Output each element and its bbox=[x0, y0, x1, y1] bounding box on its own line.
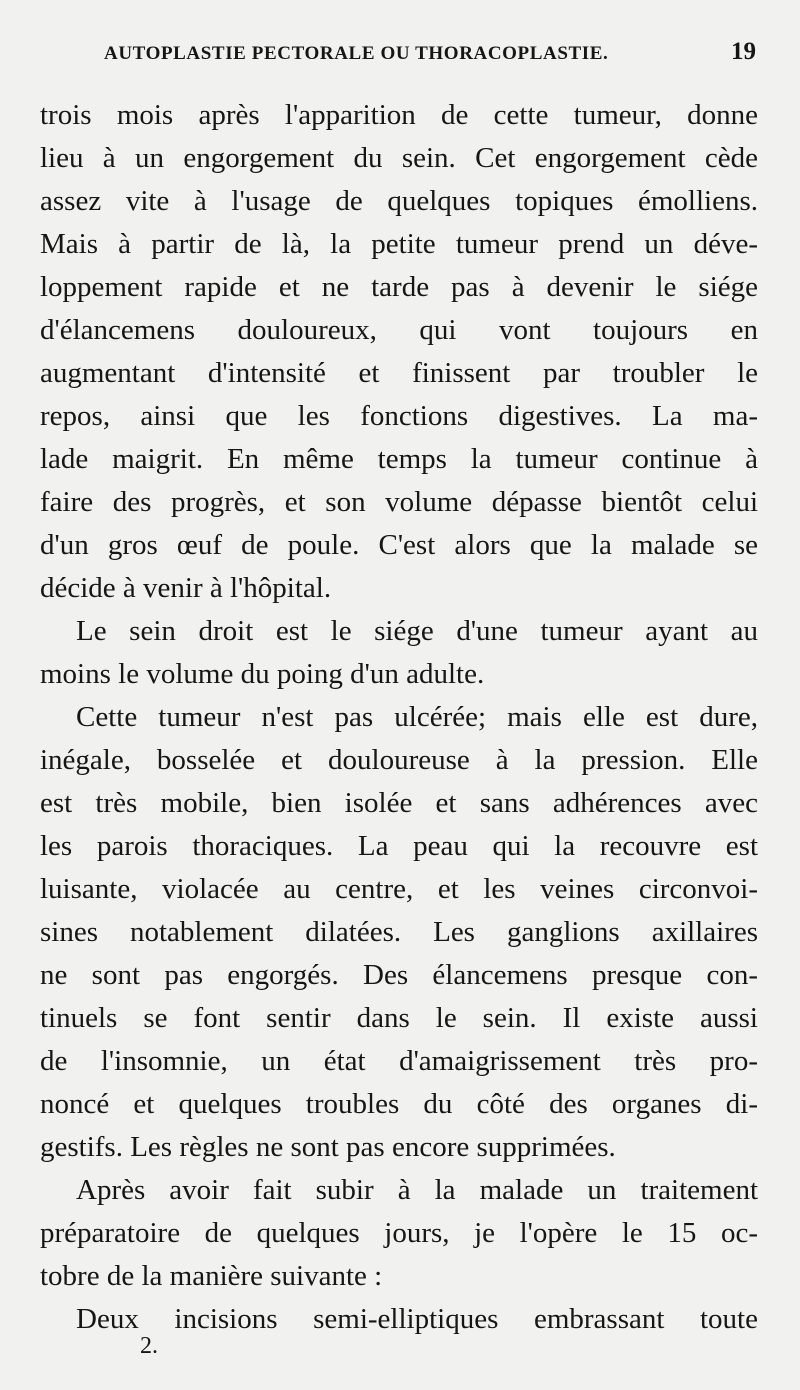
text-line: est très mobile, bien isolée et sans adhérences avec bbox=[40, 787, 758, 819]
text-line: Mais à partir de là, la petite tumeur prend un déve- bbox=[40, 228, 758, 260]
text-line: de l'insomnie, un état d'amaigrissement très pro- bbox=[40, 1045, 758, 1077]
text-line: noncé et quelques troubles du côté des organes di- bbox=[40, 1088, 758, 1120]
text-line: luisante, violacée au centre, et les veines circonvoi- bbox=[40, 873, 758, 905]
text-line: lieu à un engorgement du sein. Cet engorgement cède bbox=[40, 142, 758, 174]
text-line: ne sont pas engorgés. Des élancemens presque con- bbox=[40, 959, 758, 991]
signature-mark: 2. bbox=[140, 1333, 158, 1359]
text-line: trois mois après l'apparition de cette tumeur, donne bbox=[40, 99, 758, 131]
paragraph-start-line: Après avoir fait subir à la malade un traitement bbox=[76, 1174, 758, 1206]
text-line: loppement rapide et ne tarde pas à devenir le siége bbox=[40, 271, 758, 303]
text-line: tobre de la manière suivante : bbox=[40, 1260, 383, 1292]
text-line: repos, ainsi que les fonctions digestives. La ma- bbox=[40, 400, 758, 432]
text-line: les parois thoraciques. La peau qui la recouvre est bbox=[40, 830, 758, 862]
paragraph-start-line: Deux incisions semi-elliptiques embrassant toute bbox=[76, 1303, 758, 1335]
text-line: moins le volume du poing d'un adulte. bbox=[40, 658, 485, 690]
text-line: assez vite à l'usage de quelques topiques émolliens. bbox=[40, 185, 758, 217]
text-line: d'élancemens douloureux, qui vont toujours en bbox=[40, 314, 758, 346]
text-line: sines notablement dilatées. Les ganglions axillaires bbox=[40, 916, 758, 948]
text-line: tinuels se font sentir dans le sein. Il existe aussi bbox=[40, 1002, 758, 1034]
paragraph-start-line: Le sein droit est le siége d'une tumeur ayant au bbox=[76, 615, 758, 647]
running-head bbox=[104, 38, 756, 70]
body-text bbox=[40, 94, 758, 1341]
text-line: gestifs. Les règles ne sont pas encore supprimées. bbox=[40, 1131, 616, 1163]
text-line: préparatoire de quelques jours, je l'opère le 15 oc- bbox=[40, 1217, 758, 1249]
text-line: faire des progrès, et son volume dépasse bientôt celui bbox=[40, 486, 758, 518]
text-line: lade maigrit. En même temps la tumeur continue à bbox=[40, 443, 758, 475]
text-line: augmentant d'intensité et finissent par troubler le bbox=[40, 357, 758, 389]
text-line: d'un gros œuf de poule. C'est alors que la malade se bbox=[40, 529, 758, 561]
running-title: AUTOPLASTIE PECTORALE OU THORACOPLASTIE. bbox=[104, 43, 609, 64]
text-line: inégale, bosselée et douloureuse à la pression. Elle bbox=[40, 744, 758, 776]
text-line: décide à venir à l'hôpital. bbox=[40, 572, 332, 604]
page-number: 19 bbox=[731, 38, 756, 65]
paragraph-start-line: Cette tumeur n'est pas ulcérée; mais elle est dure, bbox=[76, 701, 758, 733]
